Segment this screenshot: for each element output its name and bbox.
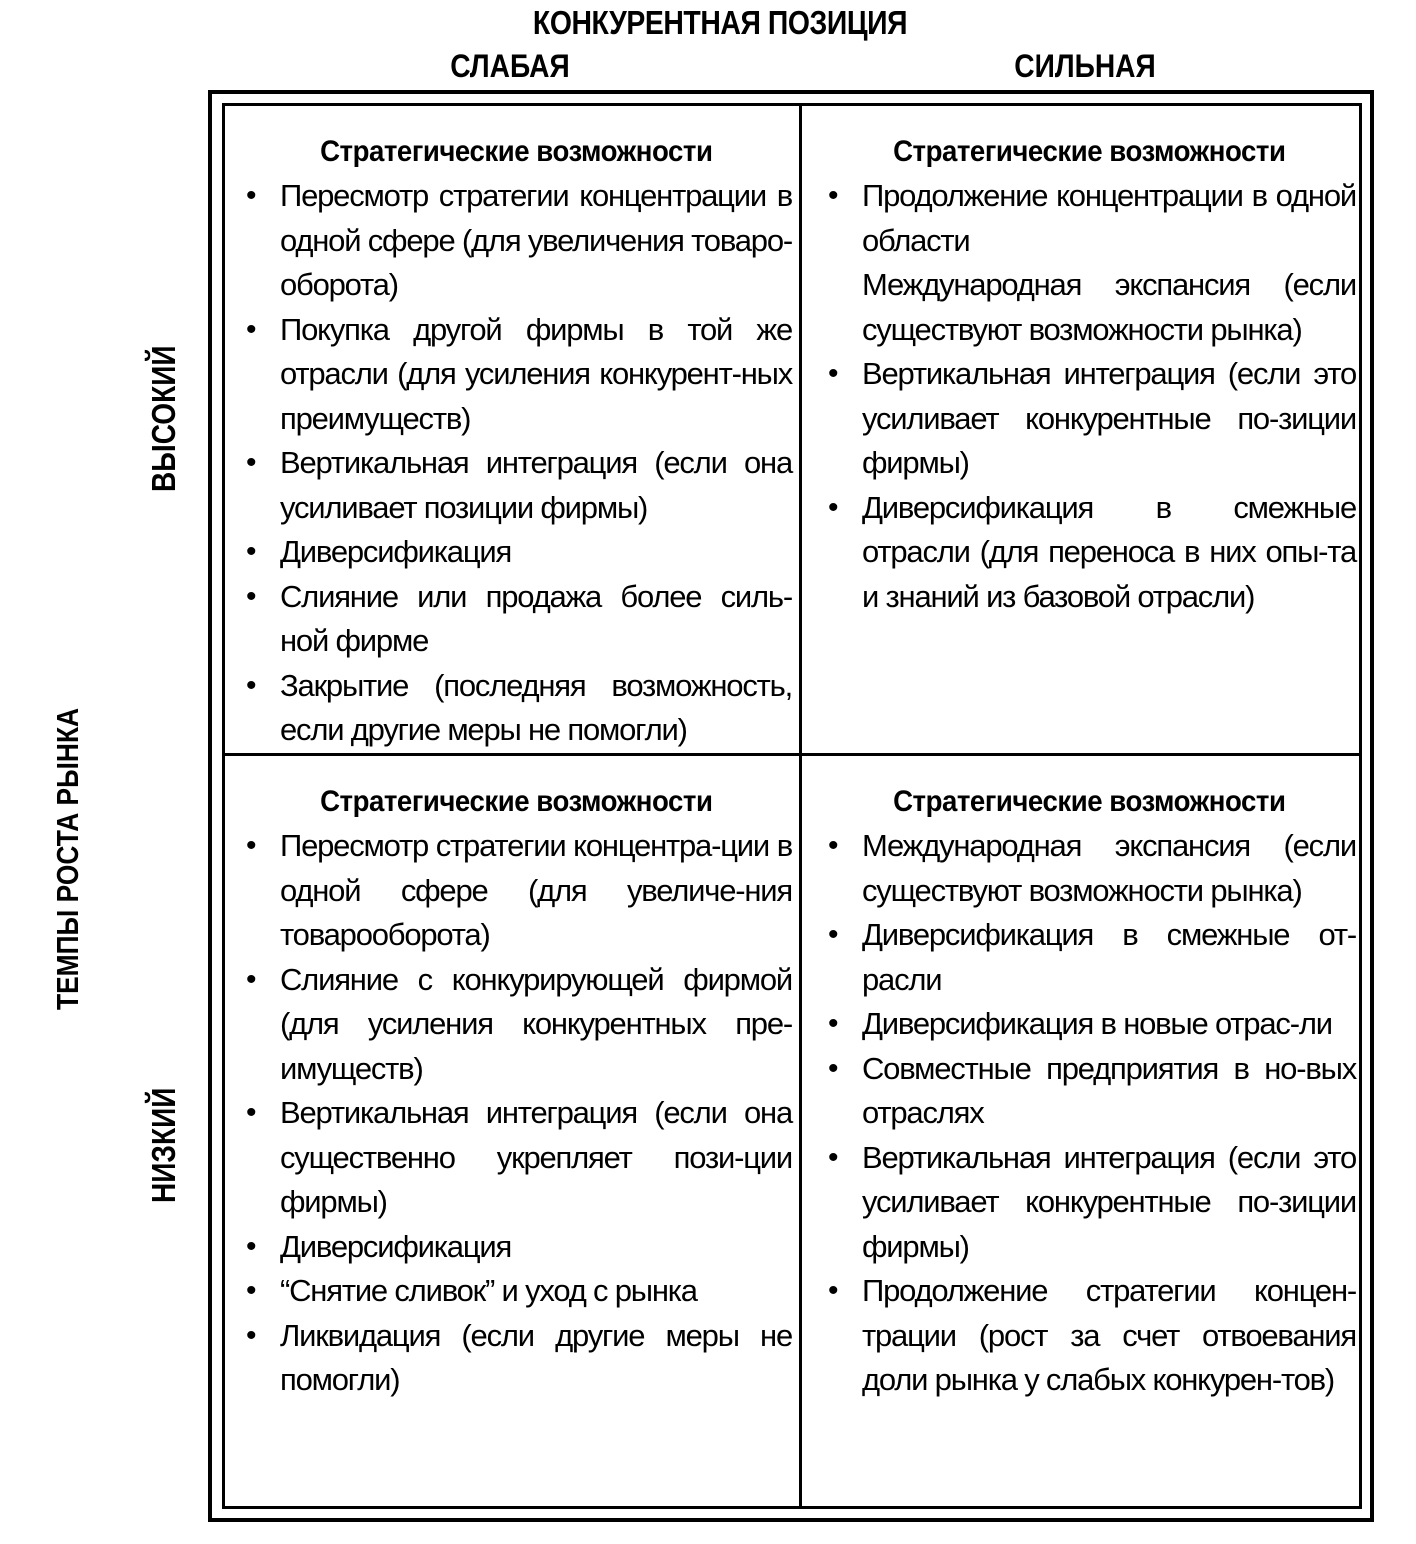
list-item: Международная экспансия (если существуют возможности рынка) — [862, 267, 1356, 347]
list-item: • Международная экспансия (если существуют возможности рынка) — [822, 824, 1356, 913]
list-item: • Продолжение стратегии концен-трации (рост за счет отвоевания доли рынка у слабых конкурен-тов) — [822, 1269, 1356, 1403]
bullet-icon: • — [246, 1096, 256, 1129]
list-item: • Ликвидация (если другие меры не помогли) — [240, 1314, 792, 1403]
list-item: • Продолжение концентрации в одной области — [822, 174, 1356, 263]
list-item: • Пересмотр стратегии концентра-ции в одной сфере (для увеличе-ния товарооборота) — [240, 824, 792, 958]
column-label-weak: СЛАБАЯ — [450, 48, 570, 84]
bullet-icon: • — [246, 668, 256, 702]
bullet-icon: • — [246, 1274, 256, 1307]
bullet-icon: • — [246, 579, 256, 613]
list-item: • Покупка другой фирмы в той же отрасли (для усиления конкурент-ных преимуществ) — [240, 308, 792, 442]
bullet-icon: • — [246, 962, 256, 996]
bullet-icon: • — [828, 829, 838, 862]
bullet-icon: • — [828, 490, 838, 524]
quadrant-heading: Стратегические возможности — [319, 785, 713, 818]
bullet-icon: • — [246, 1229, 256, 1263]
bullet-icon: • — [828, 357, 838, 390]
bullet-icon: • — [246, 179, 256, 212]
strategy-list — [240, 174, 792, 753]
bullet-icon: • — [828, 1007, 838, 1040]
list-item: • Вертикальная интеграция (если она существенно укрепляет пози-ции фирмы) — [240, 1091, 792, 1225]
quadrant-high-strong — [822, 130, 1356, 619]
bullet-icon: • — [828, 1051, 838, 1085]
list-item: • Диверсификация — [240, 530, 792, 575]
list-item: • Вертикальная интеграция (если это усиливает конкурентные по-зиции фирмы) — [822, 1136, 1356, 1270]
strategy-list — [822, 824, 1356, 1403]
matrix-vertical-divider — [799, 103, 802, 1509]
quadrant-heading: Стратегические возможности — [892, 135, 1286, 168]
bullet-icon: • — [828, 918, 838, 951]
bullet-icon: • — [828, 1140, 838, 1174]
list-item: • Слияние или продажа более силь-ной фирме — [240, 575, 792, 664]
row-label-high: ВЫСОКИЙ — [145, 345, 182, 492]
bullet-icon: • — [828, 1274, 838, 1307]
list-item: • Совместные предприятия в но-вых отраслях — [822, 1047, 1356, 1136]
list-item: • Слияние с конкурирующей фирмой (для усиления конкурентных пре-имуществ) — [240, 958, 792, 1092]
list-item: • Диверсификация — [240, 1225, 792, 1270]
quadrant-heading: Стратегические возможности — [319, 135, 713, 168]
row-label-low: НИЗКИЙ — [145, 1087, 182, 1203]
y-axis-title: ТЕМПЫ РОСТА РЫНКА — [50, 707, 85, 1010]
list-item: • Вертикальная интеграция (если она усиливает позиции фирмы) — [240, 441, 792, 530]
list-item: • Диверсификация в смежные от-расли — [822, 913, 1356, 1002]
bullet-icon: • — [246, 1318, 256, 1352]
matrix-horizontal-divider — [222, 753, 1362, 756]
quadrant-high-weak — [240, 130, 792, 753]
list-item: • Закрытие (последняя возможность, если другие меры не помогли) — [240, 664, 792, 753]
quadrant-heading: Стратегические возможности — [892, 785, 1286, 818]
bullet-icon: • — [246, 312, 256, 346]
strategy-list — [822, 174, 1356, 619]
strategy-list — [240, 824, 792, 1403]
bullet-icon: • — [246, 829, 256, 862]
list-item: • “Снятие сливок” и уход с рынка — [240, 1269, 792, 1314]
bullet-icon: • — [828, 179, 838, 212]
matrix-title: КОНКУРЕНТНАЯ ПОЗИЦИЯ — [532, 4, 908, 41]
list-item: • Вертикальная интеграция (если это усиливает конкурентные по-зиции фирмы) — [822, 352, 1356, 486]
list-item: • Диверсификация в смежные отрасли (для переноса в них опы-та и знаний из базовой отрасли) — [822, 486, 1356, 620]
quadrant-low-strong — [822, 780, 1356, 1403]
bullet-icon: • — [246, 535, 256, 568]
column-label-strong: СИЛЬНАЯ — [1014, 48, 1156, 84]
list-item: • Диверсификация в новые отрас-ли — [822, 1002, 1356, 1047]
quadrant-low-weak — [240, 780, 792, 1403]
list-item: • Пересмотр стратегии концентрации в одной сфере (для увеличения товаро-оборота) — [240, 174, 792, 308]
bullet-icon: • — [246, 446, 256, 479]
